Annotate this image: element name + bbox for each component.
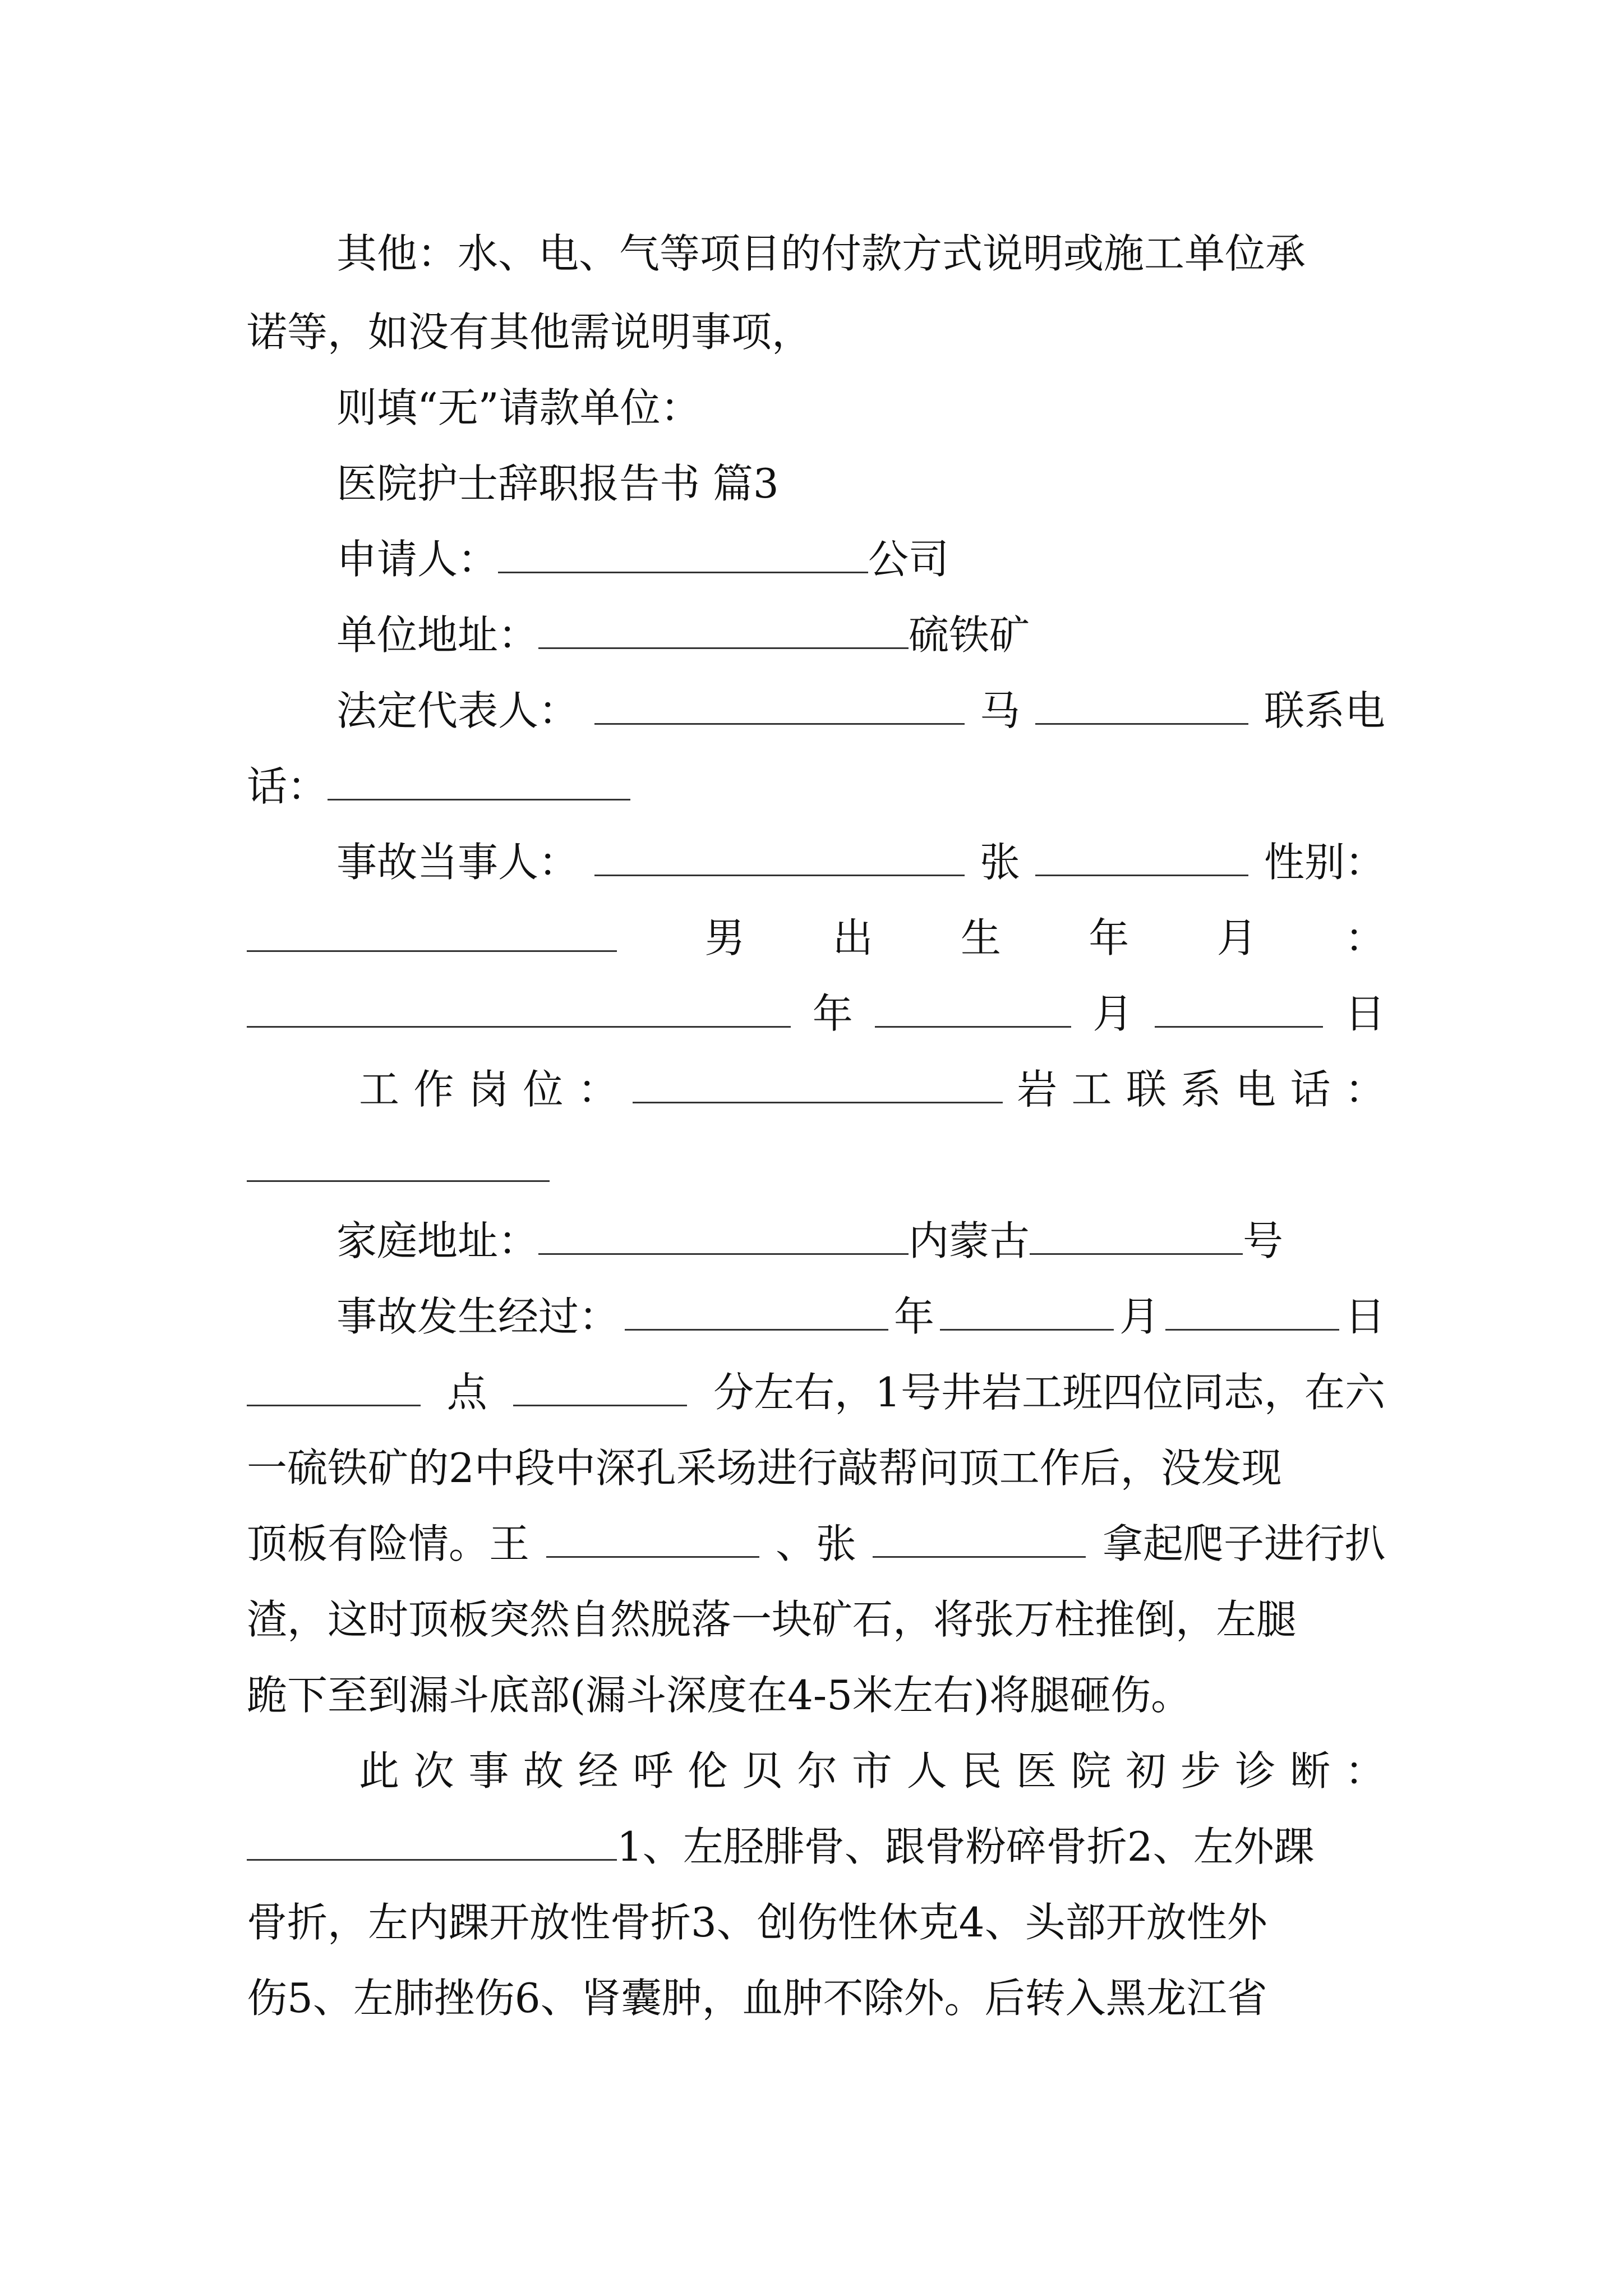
paragraph-line: 跪下至到漏斗底部(漏斗深度在4-5米左右)将腿砸伤。	[247, 1672, 1192, 1719]
gender-birth-line	[247, 909, 1385, 967]
diag-char: 事	[468, 1747, 509, 1795]
home-blank[interactable]	[538, 1220, 909, 1255]
job-char: ：	[1344, 1066, 1385, 1113]
hour-label: 点	[446, 1369, 487, 1416]
diag-char: 民	[961, 1747, 1002, 1795]
phone-label: 话：	[247, 763, 328, 810]
applicant-line	[336, 530, 1385, 588]
party-blank-2[interactable]	[1035, 841, 1248, 876]
home-blank-2[interactable]	[1030, 1220, 1243, 1255]
diag-char: 此	[359, 1747, 400, 1795]
job-line	[359, 1060, 1385, 1119]
course-month-blank[interactable]	[940, 1295, 1114, 1331]
diag-char: 诊	[1235, 1747, 1276, 1795]
home-label: 家庭地址：	[336, 1217, 539, 1264]
job-blank[interactable]	[633, 1068, 1003, 1103]
birth-char: ：	[1344, 914, 1385, 961]
address-blank[interactable]	[538, 614, 909, 649]
course-label: 事故发生经过：	[336, 1293, 620, 1340]
diag-char: 市	[851, 1747, 892, 1795]
paragraph-line: 其他：水、电、气等项目的付款方式说明或施工单位承	[336, 230, 1306, 277]
p3-text: 、张	[775, 1520, 856, 1567]
diag-char: 贝	[742, 1747, 783, 1795]
party-blank[interactable]	[594, 841, 965, 876]
diag-char: 伦	[687, 1747, 728, 1795]
paragraph-line: 骨折，左内踝开放性骨折3、创伤性休克4、头部开放性外	[247, 1899, 1267, 1946]
legal-rep-mid: 马	[979, 687, 1020, 734]
job-char: 岗	[468, 1066, 509, 1113]
diag-char: 人	[906, 1747, 947, 1795]
legal-rep-blank[interactable]	[594, 689, 965, 725]
name-blank-1[interactable]	[546, 1522, 759, 1558]
diag-char: 医	[1016, 1747, 1057, 1795]
party-label: 事故当事人：	[336, 839, 579, 886]
address-label: 单位地址：	[336, 611, 539, 659]
diagnosis-blank[interactable]	[247, 1825, 617, 1861]
birth-month-label: 月	[1092, 990, 1133, 1037]
birth-char: 月	[1216, 914, 1257, 961]
course-day-blank[interactable]	[1165, 1295, 1339, 1331]
diag-char: 经	[578, 1747, 619, 1795]
paragraph-line: 诺等，如没有其他需说明事项，	[247, 309, 813, 356]
paragraph-line: 一硫铁矿的2中段中深孔采场进行敲帮问顶工作后，没发现	[247, 1444, 1282, 1492]
home-tail: 号	[1243, 1217, 1284, 1264]
applicant-suffix: 公司	[868, 536, 949, 583]
job-char: ：	[578, 1066, 619, 1113]
diag-char: 断	[1290, 1747, 1331, 1795]
job-char: 话	[1290, 1066, 1331, 1113]
p3-text: 顶板有险情。王	[247, 1520, 530, 1567]
home-mid: 内蒙古	[909, 1217, 1030, 1264]
party-tail: 性别：	[1264, 839, 1385, 886]
gender-blank[interactable]	[247, 917, 617, 952]
diagnosis-line-2	[247, 1818, 1385, 1876]
diag-char: 院	[1071, 1747, 1112, 1795]
job-phone-cont-line	[247, 1139, 1385, 1197]
birth-year-blank[interactable]	[247, 992, 791, 1028]
job-char: 工	[1071, 1066, 1112, 1113]
party-line	[336, 833, 1385, 891]
course-month: 月	[1119, 1293, 1160, 1340]
legal-rep-label: 法定代表人：	[336, 687, 579, 734]
job-char: 作	[413, 1066, 454, 1113]
diagnosis-line	[359, 1742, 1385, 1800]
paragraph-line	[247, 1515, 1385, 1573]
legal-rep-tail: 联系电	[1264, 687, 1385, 734]
job-char: 电	[1235, 1066, 1276, 1113]
diag-char: 步	[1180, 1747, 1221, 1795]
birth-char: 生	[960, 914, 1001, 961]
paragraph-line: 渣，这时顶板突然自然脱落一块矿石，将张万柱推倒，左腿	[247, 1596, 1297, 1643]
address-suffix: 硫铁矿	[909, 611, 1030, 659]
hour-blank[interactable]	[247, 1371, 421, 1406]
section-title: 医院护士辞职报告书 篇3	[336, 460, 779, 507]
job-phone-blank[interactable]	[247, 1147, 550, 1182]
diag-char: 尔	[797, 1747, 838, 1795]
home-line	[336, 1212, 1385, 1270]
diag-char: ：	[1344, 1747, 1385, 1795]
birth-char: 年	[1089, 914, 1129, 961]
course-year-blank[interactable]	[625, 1295, 888, 1331]
legal-rep-blank-2[interactable]	[1035, 689, 1248, 725]
job-char: 位	[523, 1066, 564, 1113]
birth-day-blank[interactable]	[1155, 992, 1323, 1028]
birth-char: 男	[704, 914, 745, 961]
diag-text: 1、左胫腓骨、跟骨粉碎骨折2、左外踝	[617, 1823, 1315, 1870]
diag-char: 故	[523, 1747, 564, 1795]
job-char: 岩	[1016, 1066, 1057, 1113]
birth-char: 出	[832, 914, 873, 961]
applicant-blank[interactable]	[498, 538, 868, 573]
course-rest: 分左右，1号井岩工班四位同志，在六	[713, 1369, 1385, 1416]
legal-rep-line	[336, 682, 1385, 740]
name-blank-2[interactable]	[873, 1522, 1086, 1558]
diag-char: 呼	[633, 1747, 674, 1795]
paragraph-line: 伤5、左肺挫伤6、肾囊肿，血肿不除外。后转入黑龙江省	[247, 1975, 1267, 2022]
address-line	[336, 606, 1385, 664]
job-char: 工	[359, 1066, 400, 1113]
job-char: 系	[1181, 1066, 1221, 1113]
birth-month-blank[interactable]	[875, 992, 1071, 1028]
course-time-line	[247, 1363, 1385, 1421]
legal-rep-cont-line	[247, 757, 1385, 816]
phone-blank[interactable]	[328, 765, 630, 800]
diag-char: 初	[1126, 1747, 1166, 1795]
birth-date-line	[247, 984, 1385, 1043]
course-year: 年	[893, 1293, 934, 1340]
applicant-label: 申请人：	[336, 536, 499, 583]
job-char: 联	[1126, 1066, 1166, 1113]
course-line	[336, 1287, 1385, 1346]
paragraph-line: 则填“无”请款单位：	[336, 384, 701, 431]
diag-char: 次	[413, 1747, 454, 1795]
birth-day-label: 日	[1344, 990, 1385, 1037]
p3-text: 拿起爬子进行扒	[1102, 1520, 1385, 1567]
party-mid: 张	[979, 839, 1020, 886]
birth-year-label: 年	[812, 990, 853, 1037]
course-day: 日	[1344, 1293, 1385, 1340]
minute-blank[interactable]	[513, 1371, 687, 1406]
